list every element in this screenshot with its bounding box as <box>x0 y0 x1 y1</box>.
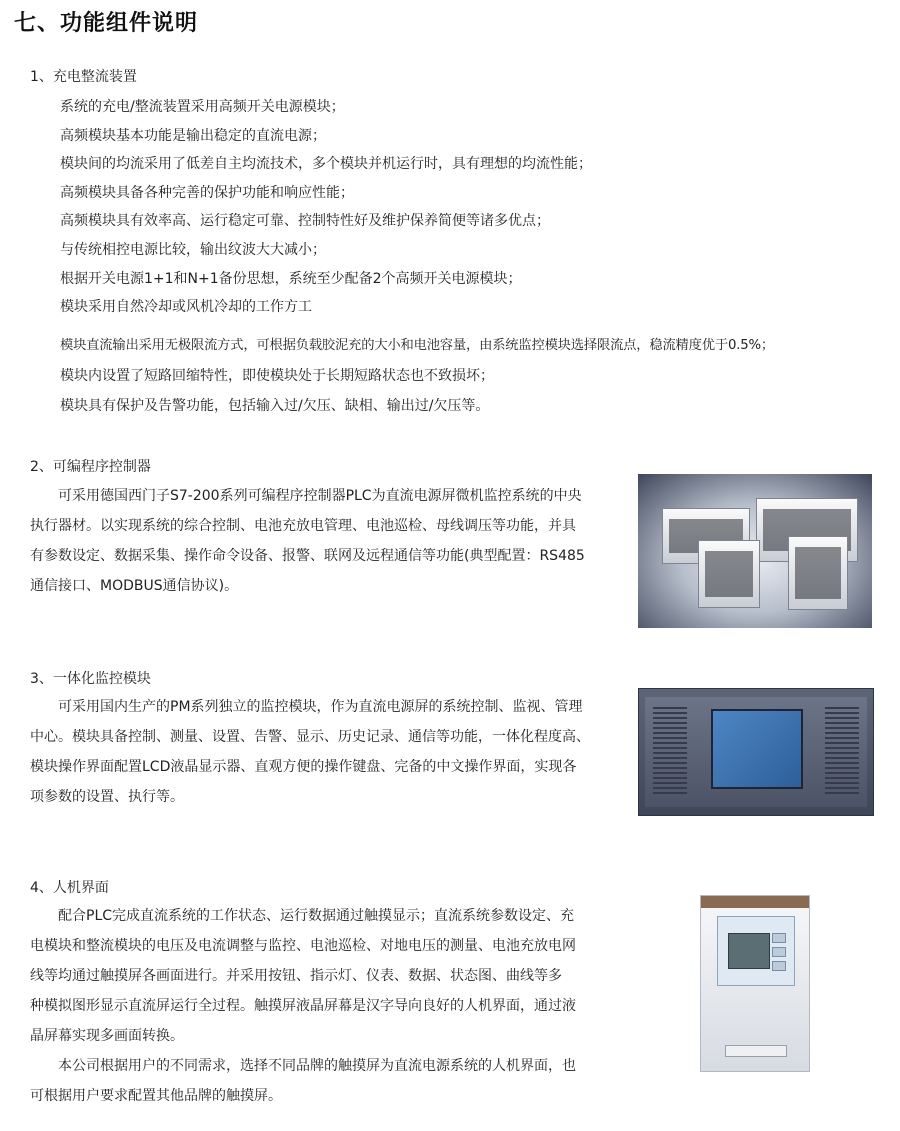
section-1-line: 与传统相控电源比较，输出纹波大大减小； <box>60 242 326 258</box>
section-1-line: 模块直流输出采用无极限流方式，可根据负载胶泥充的大小和电池容量，由系统监控模块选择限流点，稳流精度优于0.5%； <box>60 338 775 353</box>
page-title: 七、功能组件说明 <box>14 11 199 36</box>
hmi-panel <box>717 916 795 986</box>
section-1-line: 模块具有保护及告警功能，包括输入过/欠压、缺相、输出过/欠压等。 <box>60 398 490 414</box>
section-3-heading: 3、一体化监控模块 <box>30 671 151 687</box>
section-1-line: 模块内设置了短路回缩特性，即使模块处于长期短路状态也不致损坏； <box>60 368 494 384</box>
section-4-line: 可根据用户要求配置其他品牌的触摸屏。 <box>30 1088 282 1104</box>
plc-module <box>698 540 760 608</box>
section-1-line: 模块间的均流采用了低差自主均流技术，多个模块并机运行时，具有理想的均流性能； <box>60 156 592 172</box>
section-1-line: 系统的充电/整流装置采用高频开关电源模块； <box>60 99 345 115</box>
section-3-line: 模块操作界面配置LCD液晶显示器、直观方便的操作键盘、完备的中文操作界面，实现各 <box>30 759 577 775</box>
section-4-line: 晶屏幕实现多画面转换。 <box>30 1028 184 1044</box>
hmi-slot <box>725 1045 787 1057</box>
plc-module <box>788 536 848 610</box>
section-3-line: 可采用国内生产的PM系列独立的监控模块，作为直流电源屏的系统控制、监视、管理 <box>58 699 583 715</box>
section-1-line: 高频模块具有效率高、运行稳定可靠、控制特性好及维护保养简便等诸多优点； <box>60 213 550 229</box>
section-4-line: 线等均通过触摸屏各画面进行。并采用按钮、指示灯、仪表、数据、状态图、曲线等多 <box>30 968 562 984</box>
section-3-line: 中心。模块具备控制、测量、设置、告警、显示、历史记录、通信等功能，一体化程度高、 <box>30 729 590 745</box>
section-2-line: 通信接口、MODBUS通信协议)。 <box>30 578 239 594</box>
hmi-lcd <box>728 933 770 969</box>
section-1-line: 高频模块具备各种完善的保护功能和响应性能； <box>60 185 354 201</box>
plc-product-photo <box>638 474 872 628</box>
section-2-line: 执行器材。以实现系统的综合控制、电池充放电管理、电池巡检、母线调压等功能，并具 <box>30 518 576 534</box>
section-4-line: 配合PLC完成直流系统的工作状态、运行数据通过触摸显示；直流系统参数设定、充 <box>58 908 575 924</box>
section-4-line: 电模块和整流模块的电压及电流调整与监控、电池巡检、对地电压的测量、电池充放电网 <box>30 938 576 954</box>
section-1-line: 高频模块基本功能是输出稳定的直流电源； <box>60 128 326 144</box>
section-2-line: 有参数设定、数据采集、操作命令设备、报警、联网及远程通信等功能(典型配置：RS485 <box>30 548 585 564</box>
section-4-line: 本公司根据用户的不同需求，选择不同品牌的触摸屏为直流电源系统的人机界面，也 <box>58 1058 576 1074</box>
section-3-line: 项参数的设置、执行等。 <box>30 789 184 805</box>
section-1-line: 模块采用自然冷却或风机冷却的工作方工 <box>60 299 312 315</box>
lcd-screen <box>711 709 803 789</box>
section-1-heading: 1、充电整流装置 <box>30 69 137 85</box>
monitoring-module-photo <box>638 688 874 816</box>
section-1-line: 根据开关电源1+1和N+1备份思想，系统至少配备2个高频开关电源模块； <box>60 271 522 287</box>
section-4-line: 种模拟图形显示直流屏运行全过程。触摸屏液晶屏幕是汉字导向良好的人机界面，通过液 <box>30 998 576 1014</box>
section-2-heading: 2、可编程序控制器 <box>30 459 151 475</box>
section-2-line: 可采用德国西门子S7-200系列可编程序控制器PLC为直流电源屏微机监控系统的中央 <box>58 488 582 504</box>
hmi-touchscreen-photo <box>700 895 810 1072</box>
section-4-heading: 4、人机界面 <box>30 880 109 896</box>
